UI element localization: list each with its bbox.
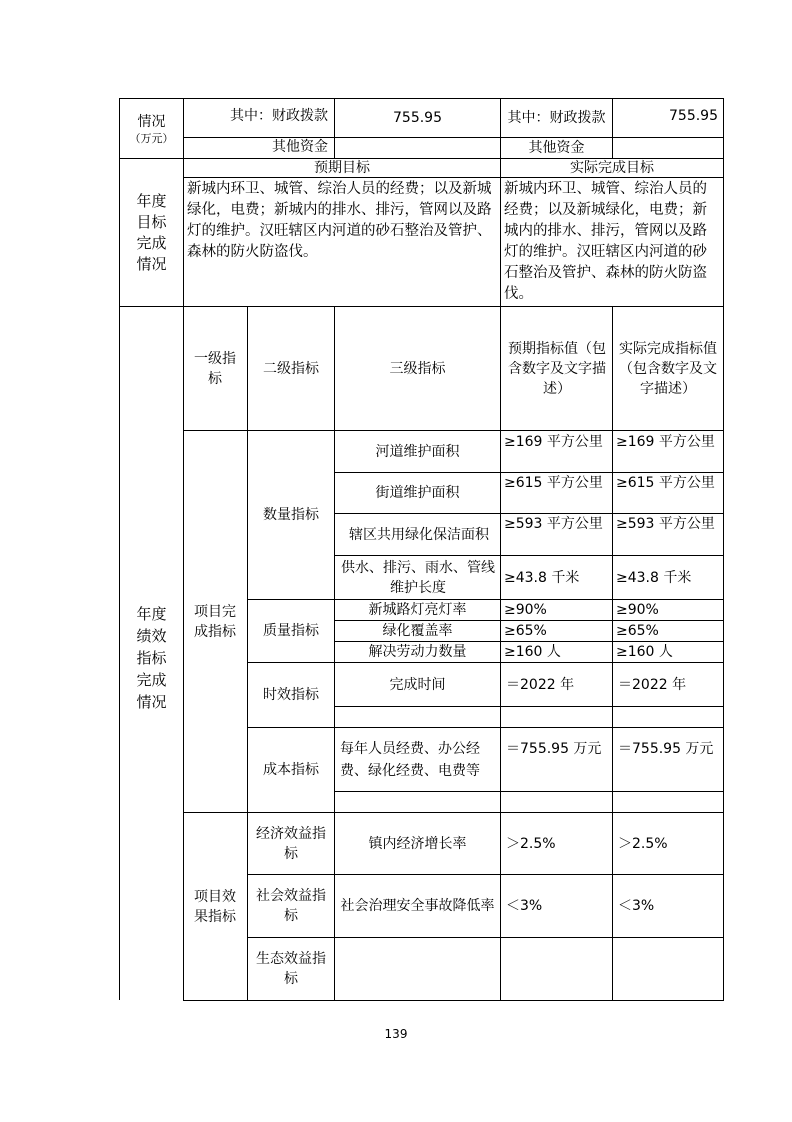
effect-group-label: 项目效果指标 — [194, 888, 236, 925]
quantity-row-2-name: 街道维护面积 — [375, 485, 460, 501]
quantity-row-3-name: 辖区共用绿化保洁面积 — [349, 526, 489, 543]
social-planned: ＜3% — [506, 898, 543, 914]
annual-goal-label-2: 目标 — [136, 212, 167, 231]
quantity-row-4-planned: ≥43.8 千米 — [504, 569, 580, 586]
quality-row-3-actual: ≥160 人 — [616, 644, 673, 660]
social-name: 社会治理安全事故降低率 — [340, 898, 495, 914]
quality-row-2-planned: ≥65% — [504, 623, 547, 639]
header-actual: 实际完成指标值（包含数字及文字描述） — [619, 340, 717, 397]
timeliness-row-1-name: 完成时间 — [389, 676, 446, 693]
cost-label: 成本指标 — [263, 762, 319, 778]
economic-name: 镇内经济增长率 — [368, 835, 467, 852]
quantity-row-3-planned: ≥593 平方公里 — [504, 516, 603, 532]
quality-label: 质量指标 — [263, 623, 319, 639]
funding-unit: （万元） — [129, 131, 174, 145]
quantity-row-1-actual: ≥169 平方公里 — [616, 434, 715, 450]
performance-label-3: 指标 — [136, 648, 167, 667]
cost-row-1-actual: ＝755.95 万元 — [618, 741, 714, 757]
economic-planned: ＞2.5% — [506, 835, 556, 852]
performance-label-1: 年度 — [136, 604, 167, 623]
performance-label-2: 绩效 — [136, 626, 167, 645]
timeliness-row-1-actual: ＝2022 年 — [618, 676, 687, 693]
header-planned: 预期指标值（包含数字及文字描述） — [508, 340, 606, 397]
header-level3: 三级指标 — [389, 360, 446, 377]
quality-row-1-actual: ≥90% — [616, 602, 659, 618]
header-level1: 一级指标 — [194, 350, 236, 387]
quantity-row-2-actual: ≥615 平方公里 — [616, 475, 715, 491]
fiscal-value-planned: 755.95 — [393, 110, 442, 126]
annual-goal-label-1: 年度 — [136, 191, 167, 210]
planned-goal-text: 新城内环卫、城管、综治人员的经费；以及新城绿化，电费；新城内的排水、排污，管网以及路灯的维护。汉旺辖区内河道的砂石整治及管护、森林的防火防盗伐。 — [187, 181, 492, 260]
economic-label: 经济效益指标 — [256, 825, 326, 862]
quality-row-2-name: 绿化覆盖率 — [382, 623, 453, 639]
cost-row-1-name: 每年人员经费、办公经费、绿化经费、电费等 — [340, 741, 480, 779]
cost-row-1-planned: ＝755.95 万元 — [506, 741, 602, 757]
social-actual: ＜3% — [618, 898, 655, 914]
quantity-row-3-actual: ≥593 平方公里 — [616, 516, 715, 532]
actual-goal-header: 实际完成目标 — [570, 159, 654, 176]
timeliness-row-1-planned: ＝2022 年 — [506, 676, 575, 693]
fiscal-value-actual: 755.95 — [669, 108, 718, 124]
performance-label-4: 完成 — [136, 670, 167, 689]
social-label: 社会效益指标 — [256, 888, 326, 924]
funding-label-cell — [120, 99, 183, 158]
annual-goal-label-cell — [120, 159, 183, 306]
funding-label: 情况 — [137, 113, 166, 130]
quantity-row-1-planned: ≥169 平方公里 — [504, 434, 603, 450]
fiscal-label-actual: 其中：财政拨款 — [507, 110, 606, 126]
quantity-row-1-name: 河道维护面积 — [375, 443, 460, 460]
header-level2: 二级指标 — [263, 360, 319, 377]
quantity-label: 数量指标 — [263, 507, 319, 523]
quality-row-3-name: 解决劳动力数量 — [368, 644, 467, 660]
quantity-row-2-planned: ≥615 平方公里 — [504, 475, 603, 491]
actual-goal-text: 新城内环卫、城管、综治人员的经费；以及新城绿化，电费；新城内的排水、排污，管网以及路灯的维护。汉旺辖区内河道的砂石整治及管护、森林的防火防盗伐。 — [504, 181, 707, 302]
other-funds-label-planned: 其他资金 — [272, 139, 328, 155]
page-number: 139 — [384, 1027, 408, 1041]
performance-label-5: 情况 — [136, 692, 167, 711]
quantity-row-4-actual: ≥43.8 千米 — [616, 569, 692, 586]
other-funds-label-actual: 其他资金 — [528, 140, 585, 156]
fiscal-label-planned: 其中：财政拨款 — [230, 108, 328, 124]
quality-row-3-planned: ≥160 人 — [504, 644, 561, 660]
quality-row-1-planned: ≥90% — [504, 602, 547, 618]
quantity-row-4-name: 供水、排污、雨水、管线维护长度 — [341, 559, 495, 596]
output-group-label: 项目完成指标 — [194, 603, 236, 640]
quality-row-2-actual: ≥65% — [616, 623, 659, 639]
quality-row-1-name: 新城路灯亮灯率 — [368, 602, 467, 618]
annual-goal-label-4: 情况 — [136, 254, 167, 273]
ecological-label: 生态效益指标 — [256, 951, 326, 987]
annual-goal-label-3: 完成 — [136, 233, 167, 252]
economic-actual: ＞2.5% — [618, 835, 668, 852]
performance-label-cell — [120, 307, 183, 1000]
planned-goal-header: 预期目标 — [314, 159, 370, 176]
timeliness-label: 时效指标 — [263, 687, 319, 703]
